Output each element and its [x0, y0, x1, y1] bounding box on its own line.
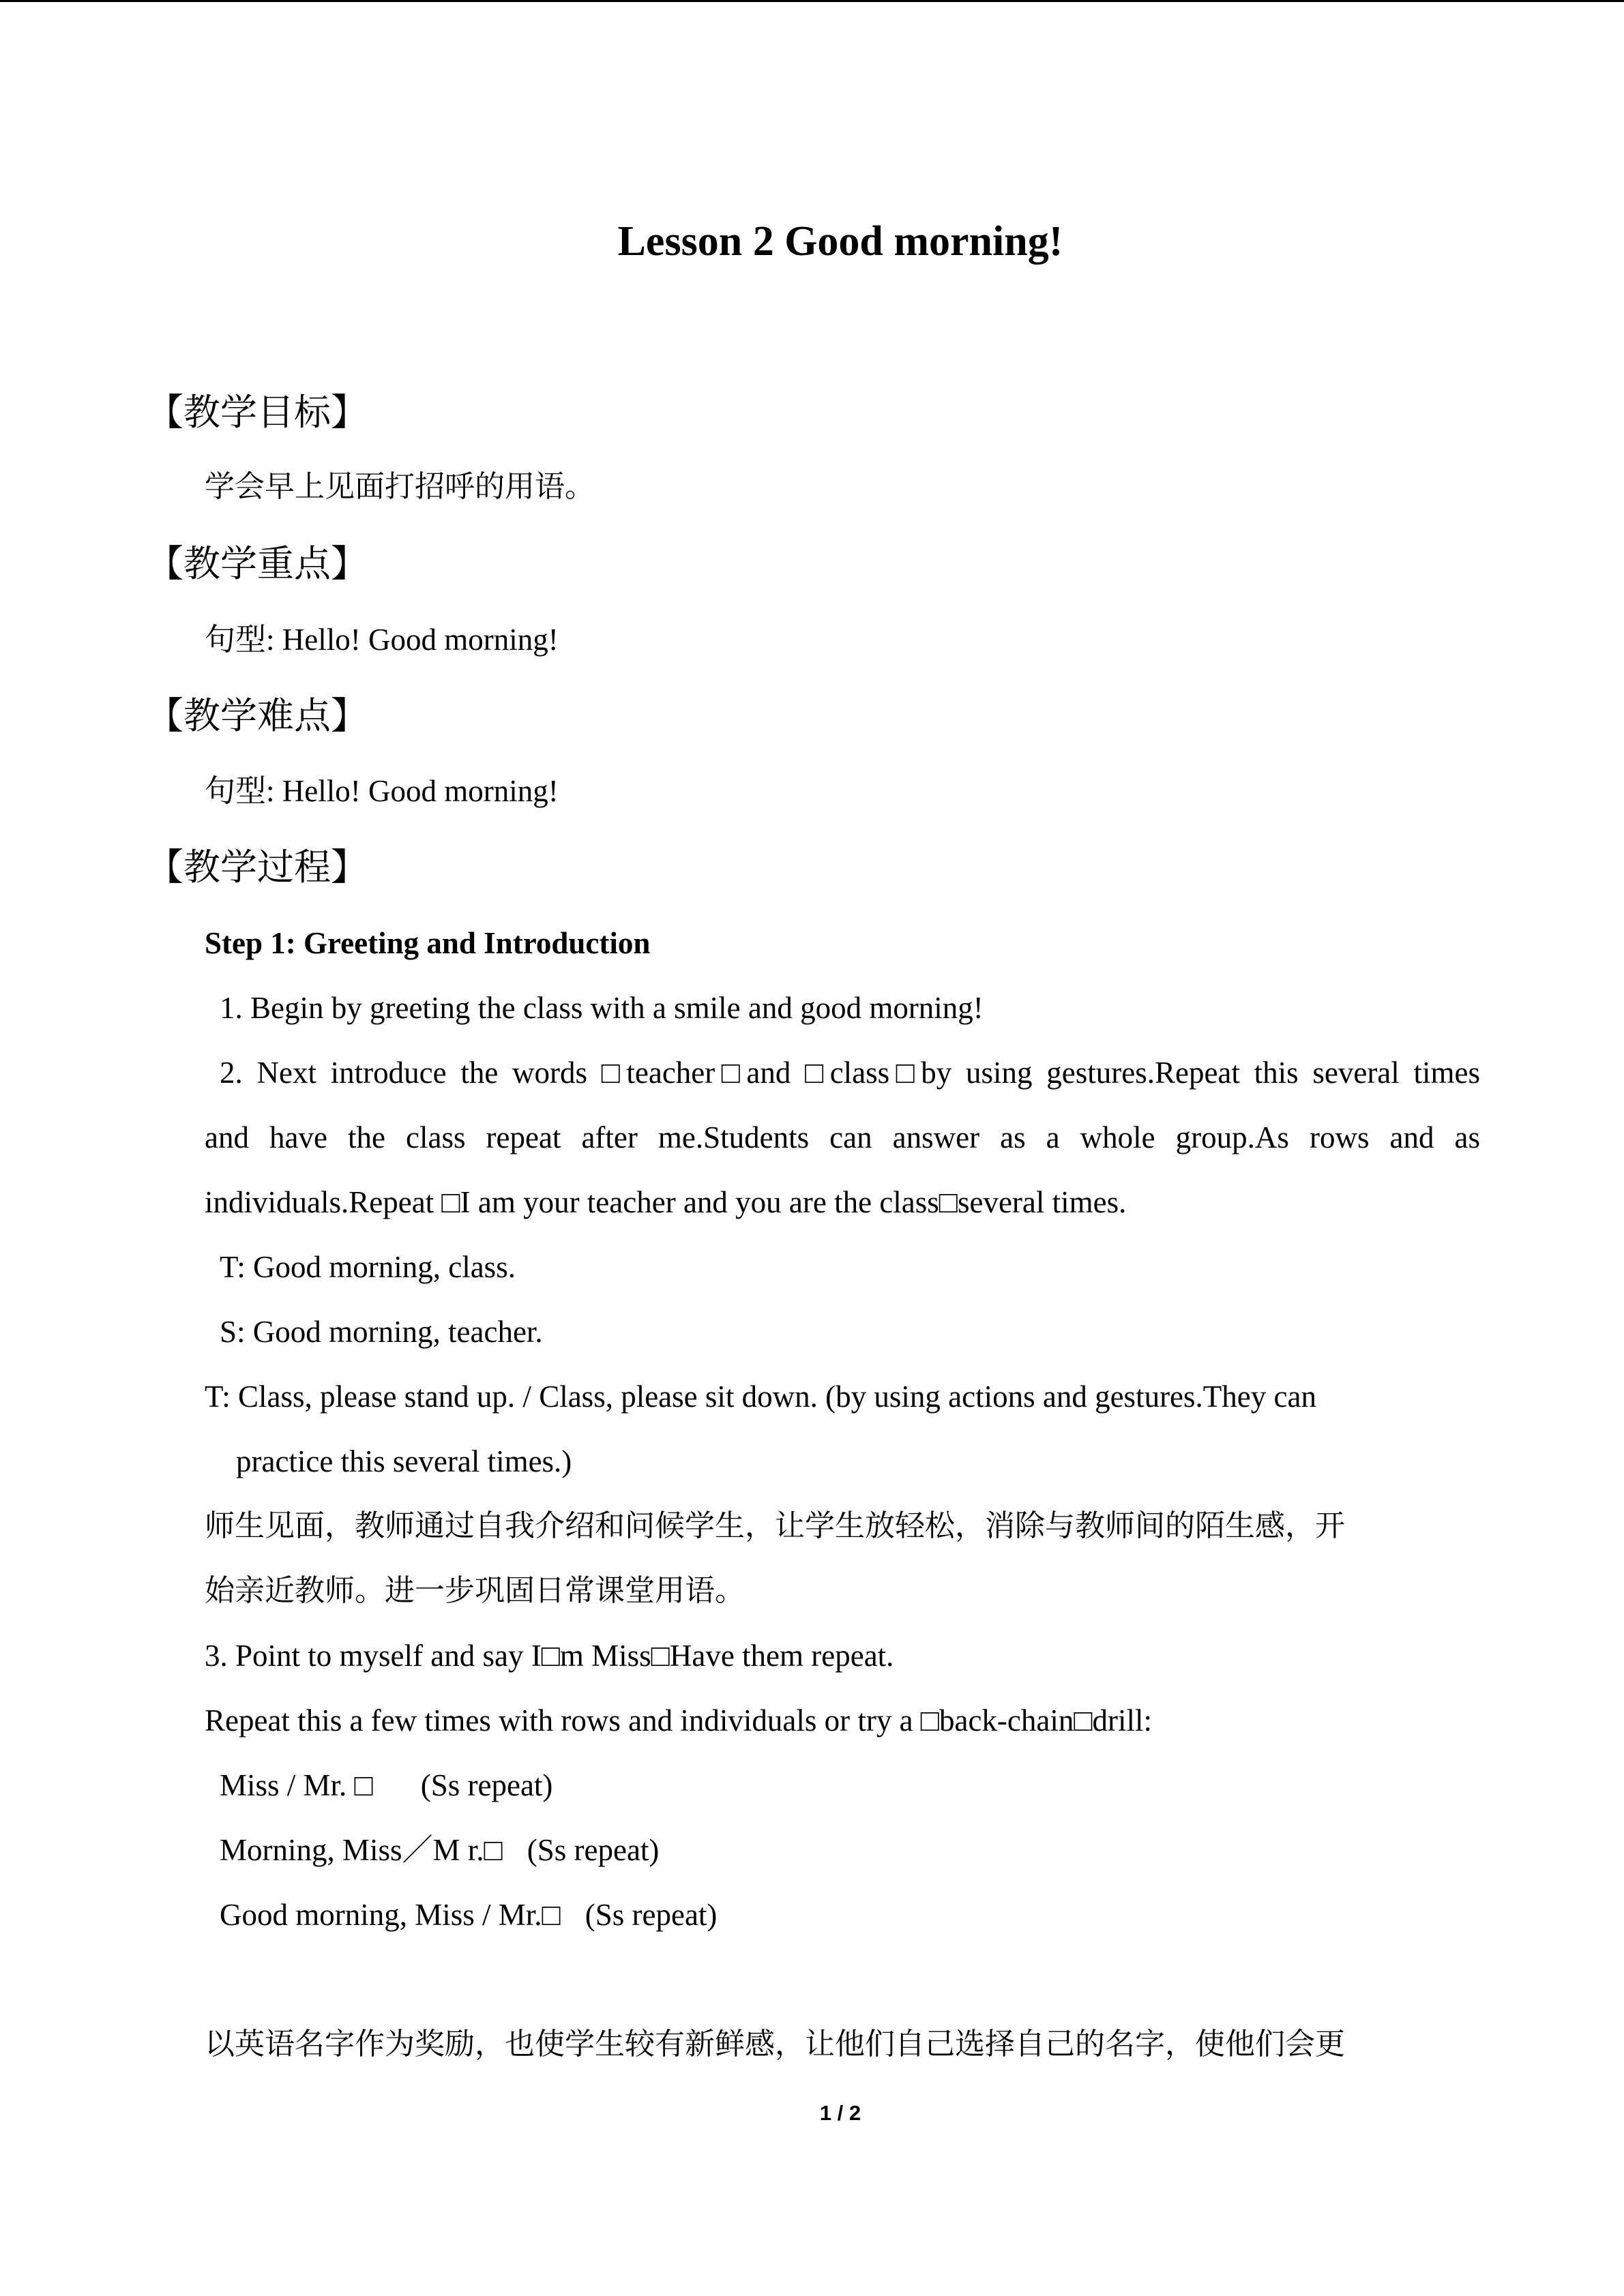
top-border-line [0, 0, 1624, 2]
heading-key-points: 【教学重点】 [147, 542, 368, 585]
process-item-2-line-3: individuals.Repeat □I am your teacher and you are the class□several times. [205, 1185, 1127, 1219]
heading-teaching-process: 【教学过程】 [147, 846, 368, 889]
objectives-content: 学会早上见面打招呼的用语。 [205, 469, 595, 504]
key-points-content: 句型: Hello! Good morning! [205, 623, 559, 657]
dialog-student-greeting: S: Good morning, teacher. [220, 1315, 543, 1349]
drill-line-3 [220, 1896, 717, 1934]
drill-line-2-note: (Ss repeat) [527, 1833, 660, 1867]
drill-line-2-text: Morning, Miss／M r.□ [220, 1833, 503, 1867]
difficult-points-content: 句型: Hello! Good morning! [205, 774, 559, 808]
page-title: Lesson 2 Good morning! [617, 218, 1063, 265]
process-item-2-line-2: and have the class repeat after me.Students can answer as a whole group.As rows and as [205, 1120, 1480, 1154]
drill-line-3-note: (Ss repeat) [585, 1898, 718, 1932]
drill-introduction: Repeat this a few times with rows and individuals or try a □back-chain□drill: [205, 1703, 1153, 1738]
drill-line-1-note: (Ss repeat) [420, 1768, 553, 1802]
dialog-teacher-instruction-line-1: T: Class, please stand up. / Class, please sit down. (by using actions and gestures.They can [205, 1380, 1316, 1414]
heading-objectives: 【教学目标】 [147, 391, 368, 434]
drill-line-2 [220, 1831, 659, 1869]
page-number: 1 / 2 [819, 2101, 861, 2125]
chinese-note-1-line-2: 始亲近教师。进一步巩固日常课堂用语。 [205, 1573, 745, 1608]
drill-line-1 [220, 1766, 552, 1804]
process-item-2-line-1: 2. Next introduce the words □teacher□and □class□by using gestures.Repeat this several times [220, 1056, 1480, 1090]
drill-line-1-text: Miss / Mr. □ [220, 1768, 373, 1802]
process-item-3: 3. Point to myself and say I□m Miss□Have them repeat. [205, 1639, 894, 1673]
step1-title: Step 1: Greeting and Introduction [205, 926, 651, 960]
heading-difficult-points: 【教学难点】 [147, 694, 368, 737]
chinese-note-1-line-1: 师生见面，教师通过自我介绍和问候学生，让学生放轻松，消除与教师间的陌生感，开 [205, 1508, 1345, 1543]
dialog-teacher-greeting: T: Good morning, class. [220, 1250, 516, 1284]
process-item-1: 1. Begin by greeting the class with a smile and good morning! [220, 991, 984, 1025]
chinese-note-2-line-1: 以英语名字作为奖励，也使学生较有新鲜感，让他们自己选择自己的名字，使他们会更 [205, 2027, 1345, 2061]
dialog-teacher-instruction-line-2: practice this several times.) [236, 1444, 572, 1478]
drill-line-3-text: Good morning, Miss / Mr.□ [220, 1898, 561, 1932]
